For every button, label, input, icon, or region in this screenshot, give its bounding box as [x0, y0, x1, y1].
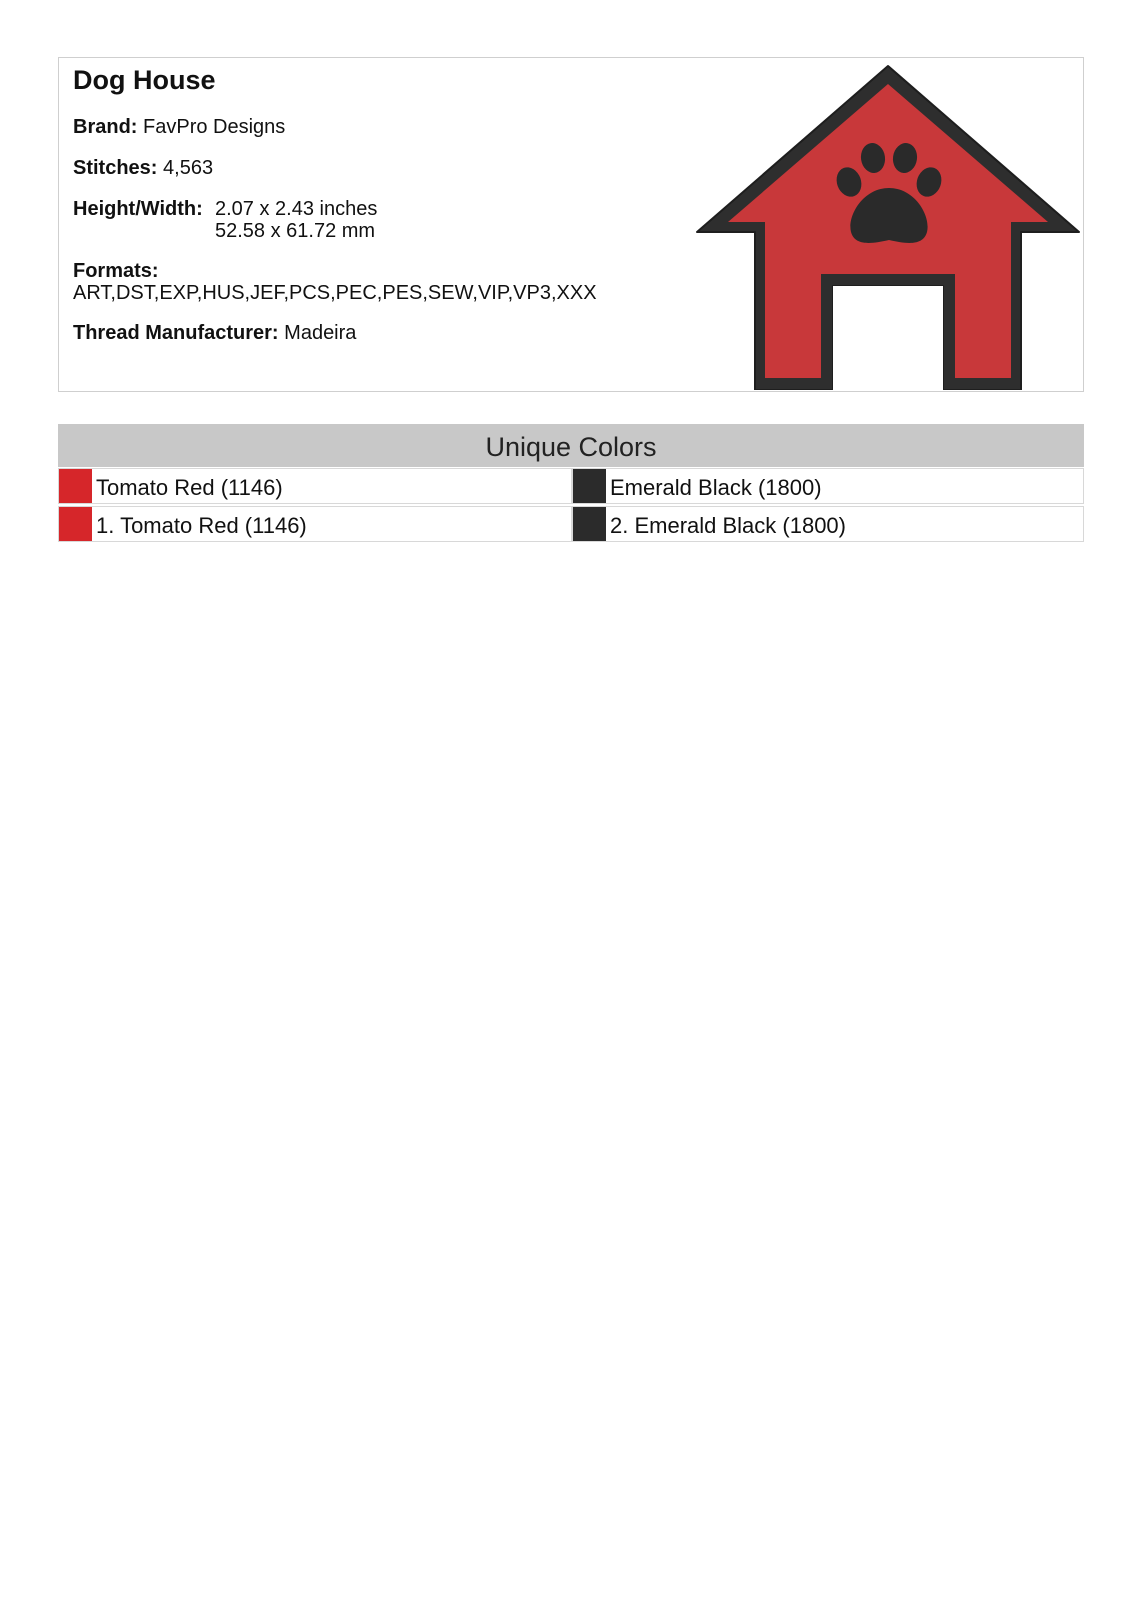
- brand-label: Brand:: [73, 116, 138, 138]
- brand-value: FavPro Designs: [143, 116, 286, 138]
- formats-value: ART,DST,EXP,HUS,JEF,PCS,PEC,PES,SEW,VIP,VP3,XXX: [73, 282, 597, 304]
- brand-row: [73, 116, 285, 138]
- height-width-inches: 2.07 x 2.43 inches: [215, 198, 378, 220]
- height-width-mm: 52.58 x 61.72 mm: [215, 220, 376, 242]
- unique-colors-header: Unique Colors: [58, 424, 1084, 467]
- color-label: 1. Tomato Red (1146): [96, 513, 307, 538]
- height-width-row: [73, 198, 473, 242]
- formats-row: [73, 260, 597, 304]
- color-sequence-item: [58, 506, 572, 542]
- color-summary-item: [572, 468, 1084, 504]
- design-info-panel: [58, 57, 1084, 392]
- color-label: 2. Emerald Black (1800): [610, 513, 846, 538]
- color-summary-item: [58, 468, 572, 504]
- thread-label: Thread Manufacturer:: [73, 322, 279, 344]
- formats-label: Formats:: [73, 260, 159, 282]
- thread-row: [73, 322, 356, 344]
- thread-value: Madeira: [284, 322, 357, 344]
- height-width-label: Height/Width:: [73, 198, 203, 220]
- stitches-row: [73, 157, 213, 179]
- color-label: Tomato Red (1146): [96, 475, 283, 500]
- color-swatch: [59, 469, 92, 503]
- color-swatch: [573, 469, 606, 503]
- stitches-label: Stitches:: [73, 157, 158, 179]
- color-swatch: [573, 507, 606, 541]
- stitches-value: 4,563: [163, 157, 214, 179]
- color-sequence-item: [572, 506, 1084, 542]
- dog-house-paw-icon: [693, 60, 1083, 390]
- color-swatch: [59, 507, 92, 541]
- unique-colors-table: [58, 424, 1084, 544]
- color-label: Emerald Black (1800): [610, 475, 822, 500]
- design-title: Dog House: [73, 65, 216, 95]
